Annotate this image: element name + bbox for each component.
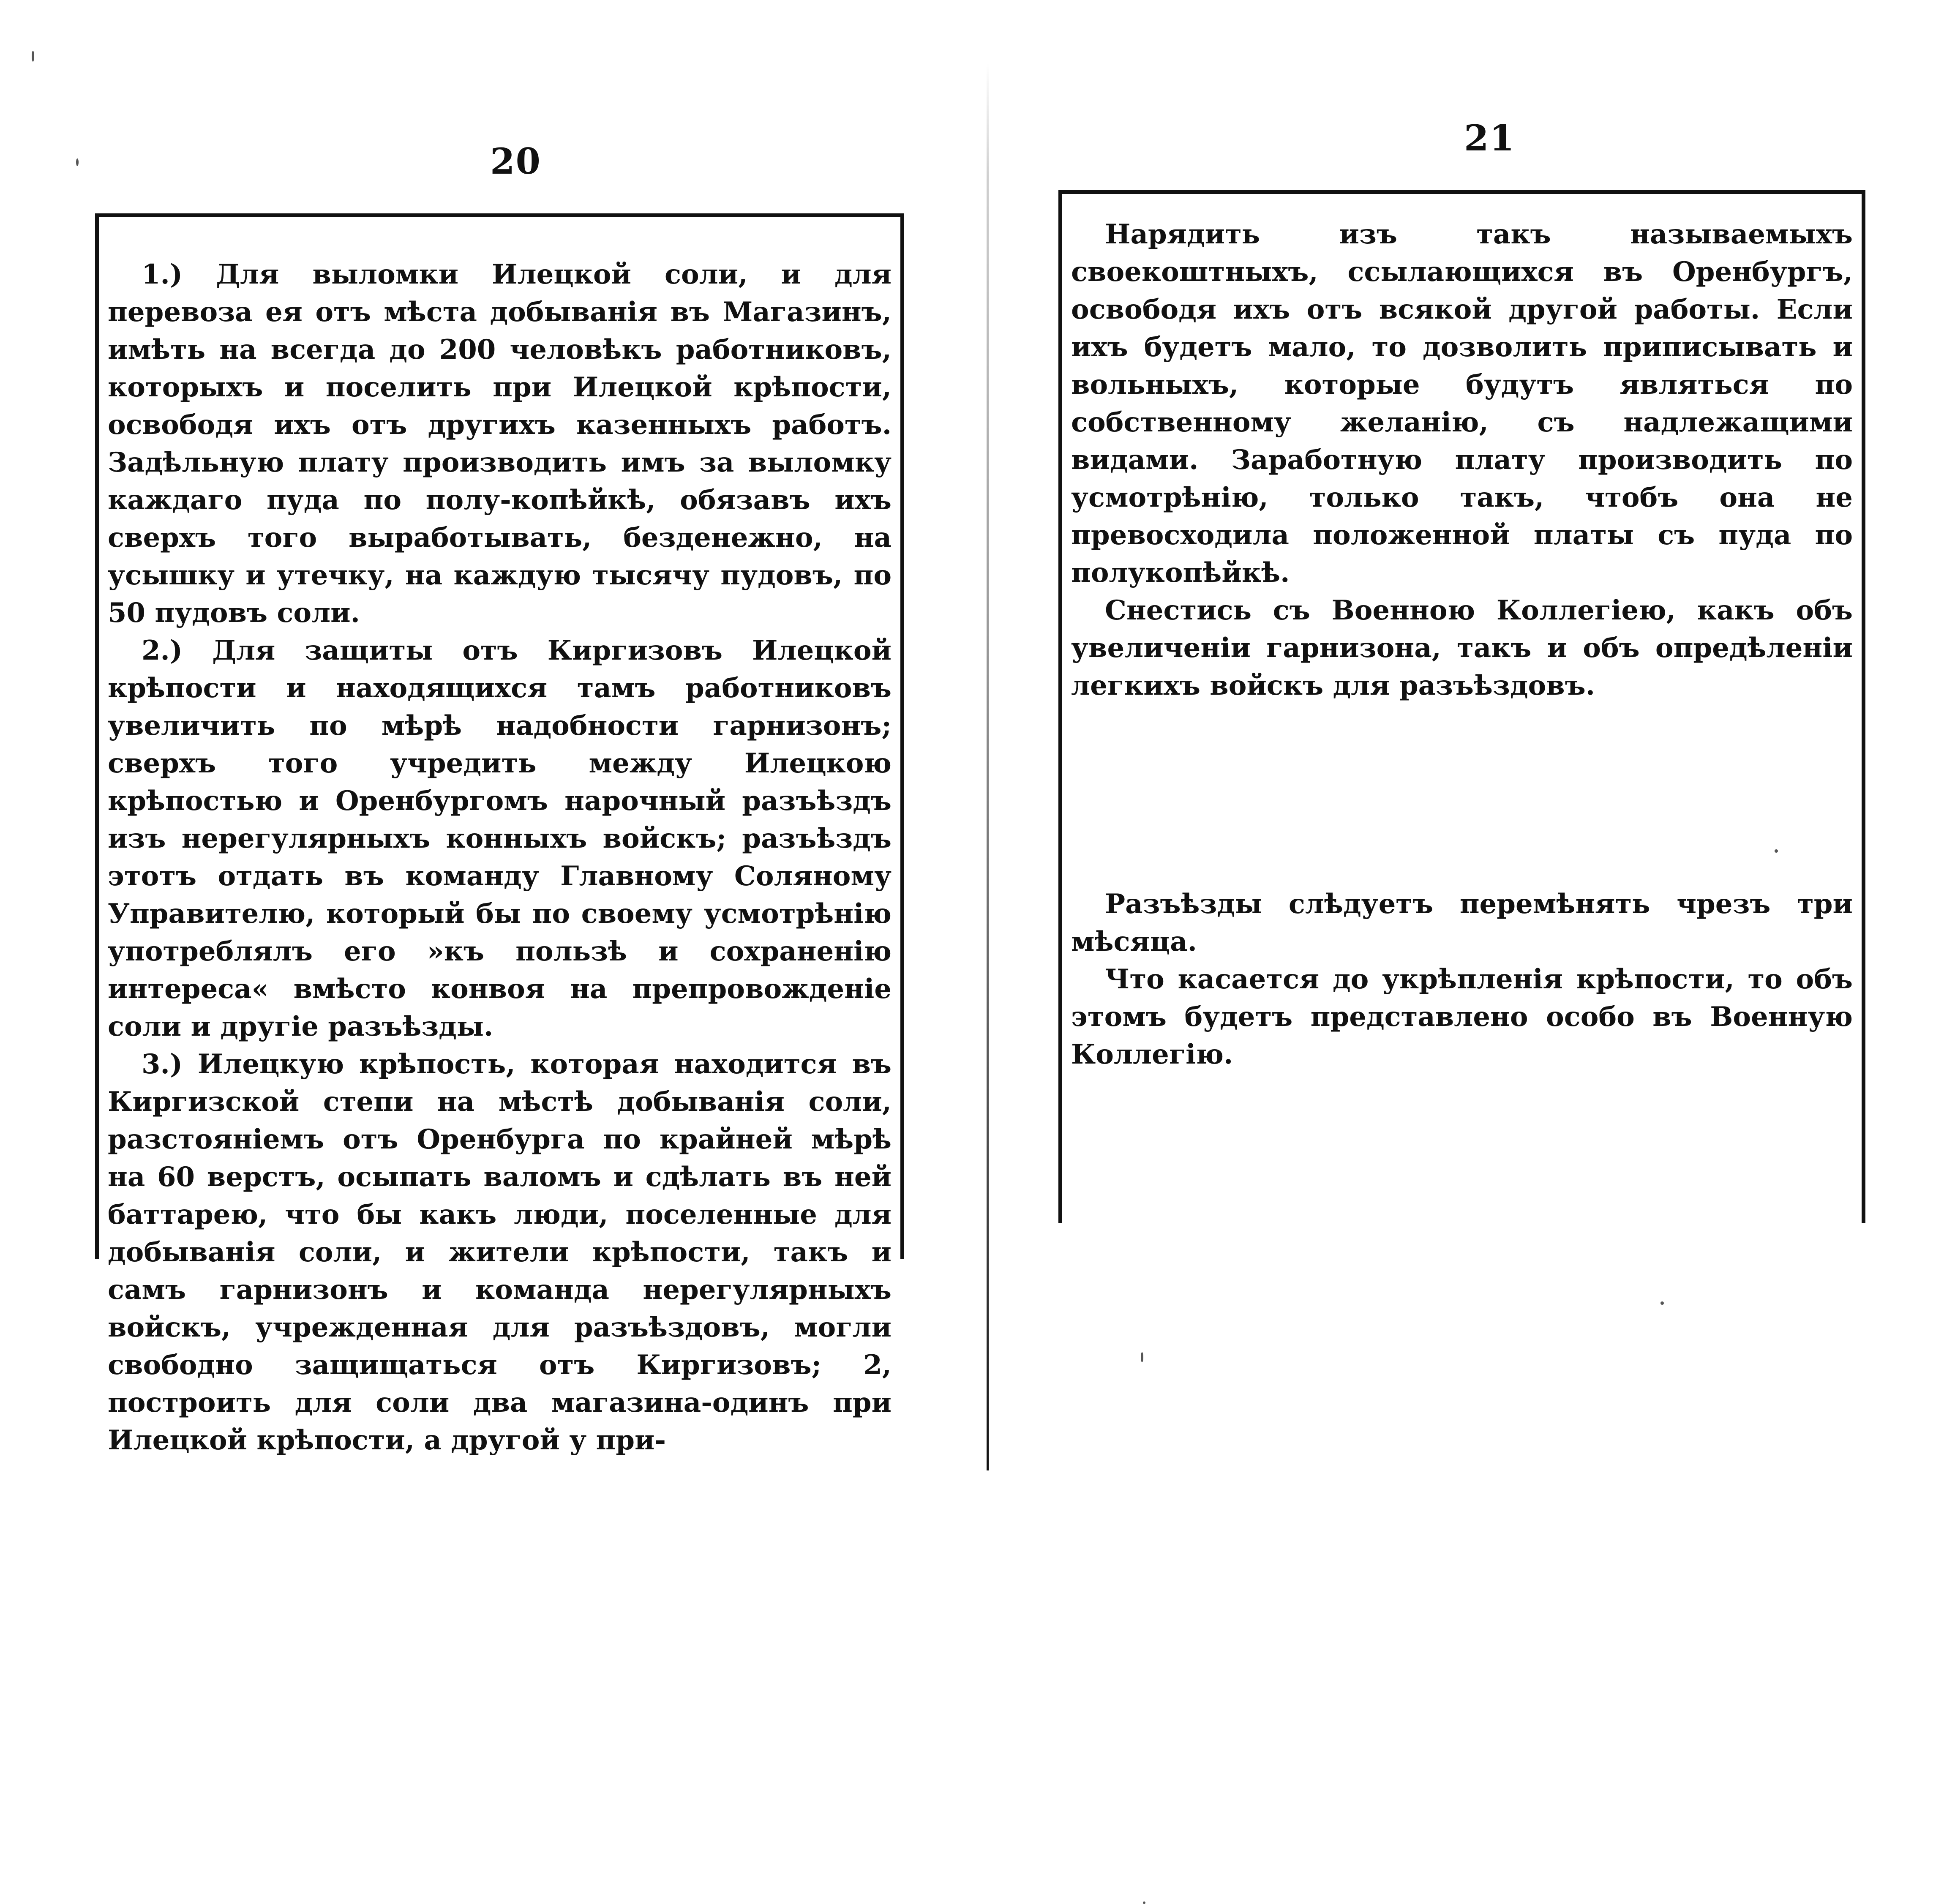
scan-speck: [76, 158, 79, 166]
paragraph-4: Что касается до укрѣпленія крѣпости, то объ этомъ будетъ представлено особо въ Военную Коллегію.: [1071, 963, 1853, 1070]
scan-speck: [1141, 1352, 1143, 1362]
paragraph-1: 1.) Для выломки Илецкой соли, и для перевоза ея отъ мѣста добыванія въ Магазинъ, имѣть на всегда до 200 человѣкъ работниковъ, которыхъ и поселить при Илецкой крѣпости, освободя ихъ отъ другихъ казенныхъ работъ. Задѣльную плату производить имъ за выломку каждаго пуда по полу-копѣйкѣ, обязавъ ихъ сверхъ того выработывать, безденежно, на усышку и утечку, на каждую тысячу пудовъ, по 50 пудовъ соли.: [108, 259, 892, 629]
frame-rule-top: [1058, 190, 1865, 194]
paragraph-1: Нарядить изъ такъ называемыхъ своекоштныхъ, ссылающихся въ Оренбургъ, освободя ихъ отъ всякой другой работы. Если ихъ будетъ мало, то дозволить приписывать и вольныхъ, которые будутъ являться по собственному желанію, съ надлежащими видами. Заработную плату производить по усмотрѣнію, только такъ, чтобъ она не превосходила положенной платы съ пуда по полукопѣйкѣ.: [1071, 218, 1853, 589]
paragraph-2: 2.) Для защиты отъ Киргизовъ Илецкой крѣпости и находящихся тамъ работниковъ увеличить по мѣрѣ надобности гарнизонъ; сверхъ того учредить между Илецкою крѣпостью и Оренбургомъ нарочный разъѣздъ изъ нерегулярныхъ конныхъ войскъ; разъѣздъ этотъ отдать въ команду Главному Соляному Управителю, который бы по своему усмотрѣнію употреблялъ его »къ пользѣ и сохраненію интереса« вмѣсто конвоя на препровожденіе соли и другіе разъѣзды.: [108, 635, 892, 1042]
left-page-text: [108, 256, 892, 1459]
page-number-right: 21: [1464, 117, 1515, 159]
scan-speck: [32, 51, 34, 62]
paragraph-2: Снестись съ Военною Коллегіею, какъ объ увеличеніи гарнизона, такъ и объ опредѣленіи легкихъ войскъ для разъѣздовъ.: [1071, 595, 1853, 701]
right-page-text-top: [1071, 215, 1853, 704]
scan-speck: [1143, 1901, 1145, 1904]
frame-rule-left: [95, 213, 99, 1259]
book-gutter: [987, 63, 989, 1470]
frame-rule-top: [95, 213, 904, 217]
frame-rule-left: [1058, 190, 1062, 1223]
frame-rule-right: [1862, 190, 1865, 1223]
paragraph-3: 3.) Илецкую крѣпость, которая находится въ Киргизской степи на мѣстѣ добыванія соли, разстояніемъ отъ Оренбурга по крайней мѣрѣ на 60 верстъ, осыпать валомъ и сдѣлать въ ней баттарею, что бы какъ люди, поселенные для добыванія соли, и жители крѣпости, такъ и самъ гарнизонъ и команда нерегулярныхъ войскъ, учрежденная для разъѣздовъ, могли свободно защищаться отъ Киргизовъ; 2, построить для соли два магазина-одинъ при Илецкой крѣпости, а другой у при-: [108, 1048, 892, 1456]
scan-speck: [1660, 1301, 1664, 1305]
right-page-text-bottom: [1071, 885, 1853, 1073]
paragraph-3: Разъѣзды слѣдуетъ перемѣнять чрезъ три мѣсяца.: [1071, 888, 1853, 957]
left-page-frame: [95, 213, 904, 1456]
scan-speck: [1775, 849, 1778, 853]
right-page-frame: [1058, 190, 1865, 1223]
frame-rule-right: [900, 213, 904, 1259]
page-number-left: 20: [490, 140, 541, 182]
